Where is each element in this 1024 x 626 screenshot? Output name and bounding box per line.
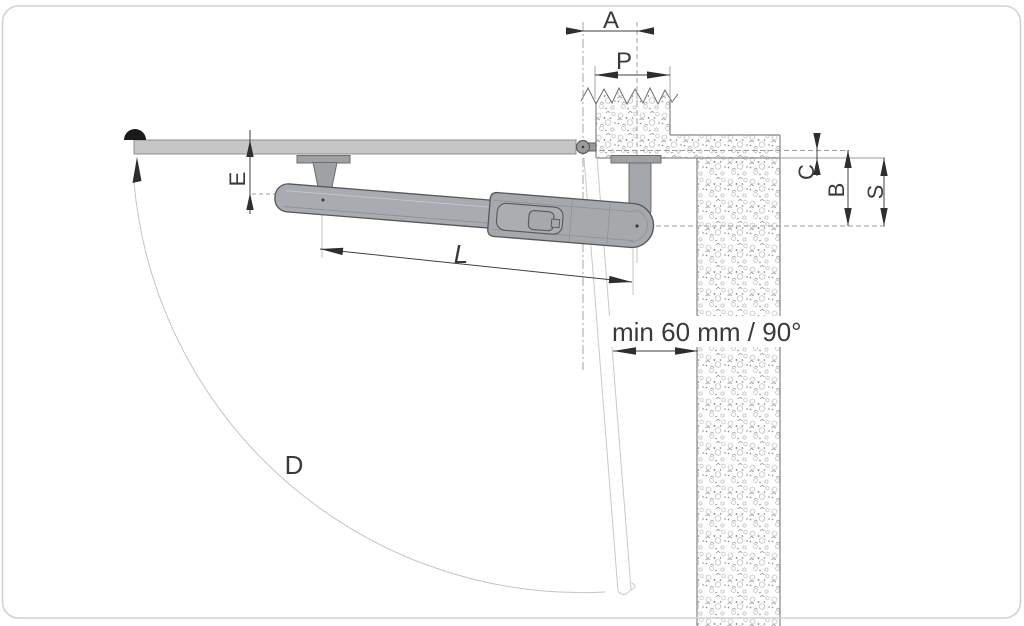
dimension-label-l: L xyxy=(453,239,469,269)
latch-tab xyxy=(551,219,560,228)
dimension-label-a: A xyxy=(602,7,620,34)
labels xyxy=(225,7,888,480)
rear-pivot-dot xyxy=(635,224,638,227)
release-latch xyxy=(528,210,554,231)
front-bracket-stem xyxy=(313,163,337,188)
rear-bracket-plate xyxy=(611,156,661,164)
swing-arc xyxy=(134,182,605,593)
dimension-label-e: E xyxy=(225,171,250,187)
dimension-label-c: C xyxy=(794,164,819,180)
open-gate-ghost-hinge xyxy=(631,583,635,590)
gate-leaf xyxy=(124,129,596,154)
dimension-label-p: P xyxy=(615,48,633,75)
open-gate-ghost-endcap xyxy=(618,589,631,595)
front-pivot-dot xyxy=(322,199,325,202)
dimension-label-b: B xyxy=(824,182,849,198)
gate-end-cap xyxy=(124,129,146,140)
page-border xyxy=(3,6,1021,618)
wall-strip xyxy=(670,135,780,158)
dimension-label-d: D xyxy=(284,450,304,480)
dimension-label-s: S xyxy=(863,184,888,200)
hinge-pivot-dot xyxy=(582,146,584,148)
front-bracket-plate xyxy=(297,156,350,164)
min-clearance-label: min 60 mm / 90° xyxy=(612,317,802,347)
dimension-l-line xyxy=(320,249,632,282)
wall-column xyxy=(697,158,780,626)
gate-bar xyxy=(134,140,576,154)
swing-arc-arrowhead xyxy=(133,157,142,183)
